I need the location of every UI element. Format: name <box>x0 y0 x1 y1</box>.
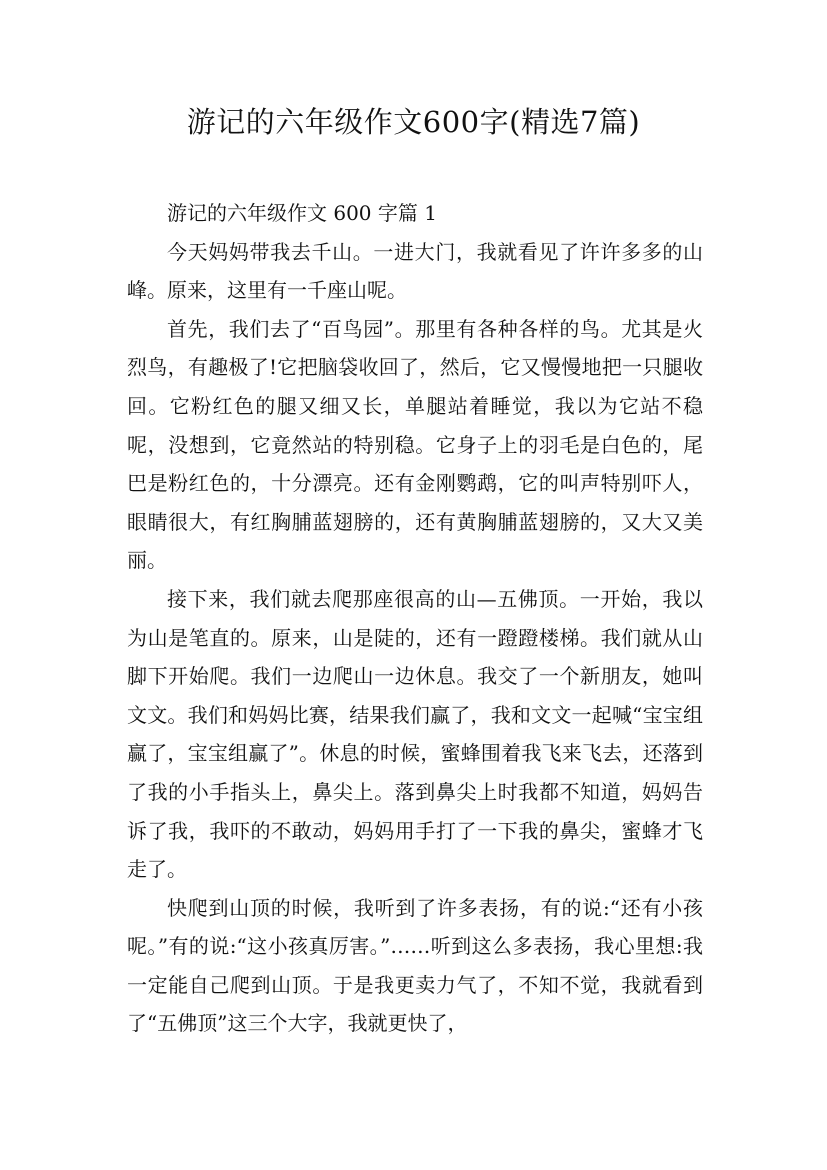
document-body <box>127 194 703 1043</box>
paragraph-3: 接下来，我们就去爬那座很高的山—五佛顶。一开始，我以为山是笔直的。原来，山是陡的，还有一蹬蹬楼梯。我们就从山脚下开始爬。我们一边爬山一边休息。我交了一个新朋友，她叫文文。我们和妈妈比赛，结果我们赢了，我和文文一起喊“宝宝组赢了，宝宝组赢了”。休息的时候，蜜蜂围着我飞来飞去，还落到了我的小手指头上，鼻尖上。落到鼻尖上时我都不知道，妈妈告诉了我，我吓的不敢动，妈妈用手打了一下我的鼻尖，蜜蜂才飞走了。 <box>127 586 703 882</box>
paragraph-2: 首先，我们去了“百鸟园”。那里有各种各样的鸟。尤其是火烈鸟，有趣极了!它把脑袋收回了，然后，它又慢慢地把一只腿收回。它粉红色的腿又细又长，单腿站着睡觉，我以为它站不稳呢，没想到，它竟然站的特别稳。它身子上的羽毛是白色的，尾巴是粉红色的，十分漂亮。还有金刚鹦鹉，它的叫声特别吓人，眼睛很大，有红胸脯蓝翅膀的，还有黄胸脯蓝翅膀的，又大又美丽。 <box>127 316 703 573</box>
document-title: 游记的六年级作文600字(精选7篇) <box>186 105 641 139</box>
paragraph-4: 快爬到山顶的时候，我听到了许多表扬，有的说:“还有小孩呢。”有的说:“这小孩真厉害。”……听到这么多表扬，我心里想:我一定能自己爬到山顶。于是我更卖力气了，不知不觉，我就看到了“五佛顶”这三个大字，我就更快了， <box>127 895 703 1036</box>
section-heading: 游记的六年级作文 600 字篇 1 <box>167 201 437 225</box>
paragraph-1: 今天妈妈带我去千山。一进大门，我就看见了许许多多的山峰。原来，这里有一千座山呢。 <box>127 239 703 303</box>
